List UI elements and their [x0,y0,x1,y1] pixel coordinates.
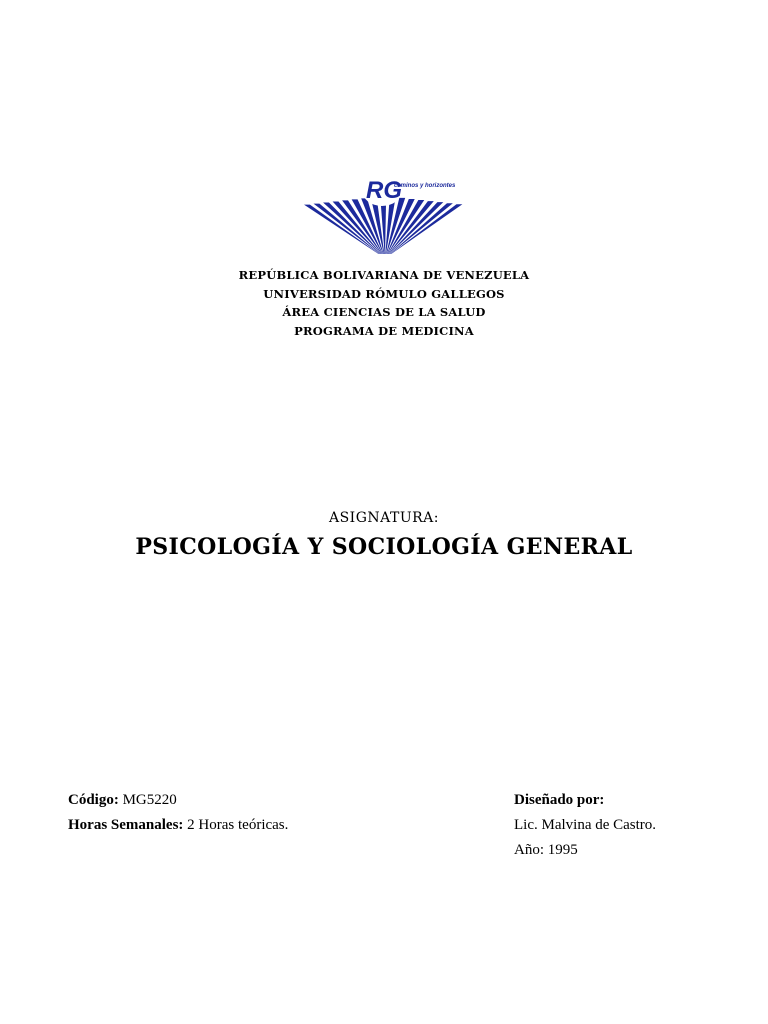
logo-emblem-icon [300,168,470,256]
year-value: 1995 [547,842,578,858]
logo-ray [391,204,463,254]
university-name: UNIVERSIDAD RÓMULO GALLEGOS [263,286,505,301]
program-name: PROGRAMA DE MEDICINA [294,323,474,338]
designed-by-label: Diseñado por: [514,792,605,808]
weekly-hours-label: Horas Semanales: [68,817,184,833]
country-name: REPÚBLICA BOLIVARIANA DE VENEZUELA [238,268,530,282]
course-code-label: Código: [68,792,119,808]
institution-header [0,266,768,340]
author-name: Lic. Malvina de Castro. [514,817,657,833]
course-code-row [68,788,288,813]
subject-label: ASIGNATURA: [328,510,439,526]
year-row [514,838,656,863]
author-info [514,788,656,863]
subject-title: PSICOLOGÍA Y SOCIOLOGÍA GENERAL [135,534,633,560]
year-label: Año: [514,842,544,858]
weekly-hours-row [68,813,288,838]
area-name: ÁREA CIENCIAS DE LA SALUD [282,305,486,319]
course-info [68,788,288,838]
weekly-hours-value: 2 Horas teóricas. [187,817,289,833]
course-code-value: MG5220 [122,792,177,808]
logo-tagline: caminos y horizontes [394,183,456,189]
university-logo [300,168,470,256]
logo-letters: RG [366,177,402,204]
